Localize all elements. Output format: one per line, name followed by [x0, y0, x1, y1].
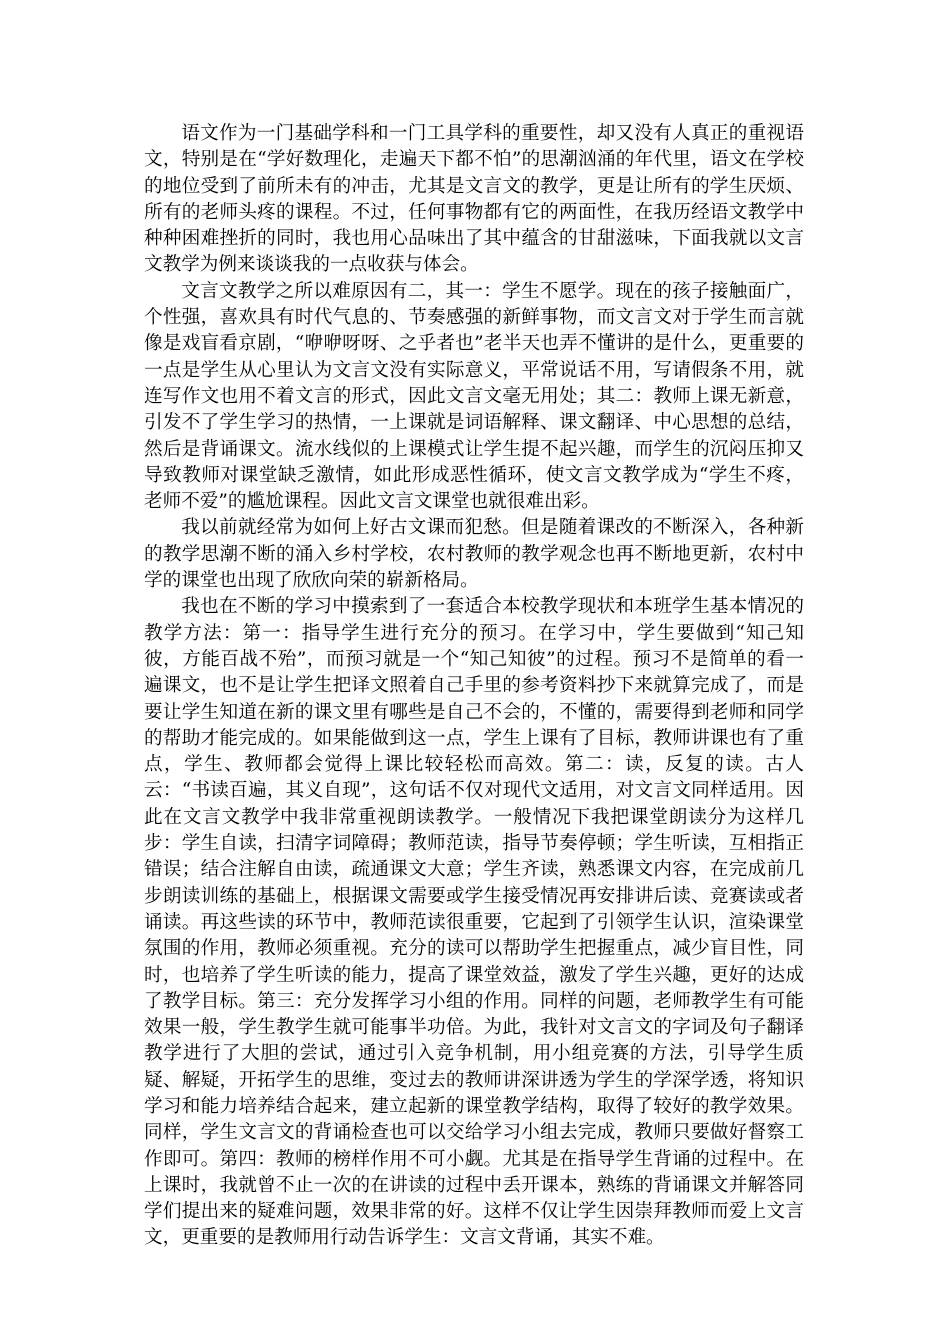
paragraph-1: 语文作为一门基础学科和一门工具学科的重要性，却又没有人真正的重视语文，特别是在“学好数理化，走遍天下都不怕”的思潮汹涌的年代里，语文在学校的地位受到了前所未有的冲击，尤其是文言文的教学，更是让所有的学生厌烦、所有的老师头疼的课程。不过，任何事物都有它的两面性，在我历经语文教学中种种困难挫折的同时，我也用心品味出了其中蕴含的甘甜滋味，下面我就以文言文教学为例来谈谈我的一点收获与体会。 — [144, 123, 804, 276]
document-body — [144, 121, 804, 1252]
paragraph-3: 我以前就经常为如何上好古文课而犯愁。但是随着课改的不断深入，各种新的教学思潮不断的涌入乡村学校，农村教师的教学观念也再不断地更新，农村中学的课堂也出现了欣欣向荣的崭新格局。 — [144, 517, 804, 592]
paragraph-4: 我也在不断的学习中摸索到了一套适合本校教学现状和本班学生基本情况的教学方法：第一：指导学生进行充分的预习。在学习中，学生要做到“知己知彼，方能百战不殆”，而预习就是一个“知己知彼”的过程。预习不是简单的看一遍课文，也不是让学生把译文照着自己手里的参考资料抄下来就算完成了，而是要让学生知道在新的课文里有哪些是自己不会的，不懂的，需要得到老师和同学的帮助才能完成的。如果能做到这一点，学生上课有了目标，教师讲课也有了重点，学生、教师都会觉得上课比较轻松而高效。第二：读，反复的读。古人云：“书读百遍，其义自现”，这句话不仅对现代文适用，对文言文同样适用。因此在文言文教学中我非常重视朗读教学。一般情况下我把课堂朗读分为这样几步：学生自读，扫清字词障碍；教师范读，指导节奏停顿；学生听读，互相指正错误；结合注解自由读，疏通课文大意；学生齐读，熟悉课文内容，在完成前几步朗读训练的基础上，根据课文需要或学生接受情况再安排讲后读、竞赛读或者诵读。再这些读的环节中，教师范读很重要，它起到了引领学生认识，渲染课堂氛围的作用，教师必须重视。充分的读可以帮助学生把握重点，减少盲目性，同时，也培养了学生听读的能力，提高了课堂效益，激发了学生兴趣，更好的达成了教学目标。第三：充分发挥学习小组的作用。同样的问题，老师教学生有可能效果一般，学生教学生就可能事半功倍。为此，我针对文言文的字词及句子翻译教学进行了大胆的尝试，通过引入竞争机制，用小组竞赛的方法，引导学生质疑、解疑，开拓学生的思维，变过去的教师讲深讲透为学生的学深学透，将知识学习和能力培养结合起来，建立起新的课堂教学结构，取得了较好的教学效果。同样，学生文言文的背诵检查也可以交给学习小组去完成，教师只要做好督察工作即可。第四：教师的榜样作用不可小觑。尤其是在指导学生背诵的过程中。在上课时，我就曾不止一次的在讲读的过程中丢开课本，熟练的背诵课文并解答同学们提出来的疑难问题，效果非常的好。这样不仅让学生因崇拜教师而爱上文言文，更重要的是教师用行动告诉学生：文言文背诵，其实不难。 — [144, 596, 804, 1249]
paragraph-2: 文言文教学之所以难原因有二，其一：学生不愿学。现在的孩子接触面广，个性强，喜欢具有时代气息的、节奏感强的新鲜事物，而文言文对于学生而言就像是戏盲看京剧，“咿咿呀呀、之乎者也”老半天也弄不懂讲的是什么，更重要的一点是学生从心里认为文言文没有实际意义，平常说话不用，写请假条不用，就连写作文也用不着文言的形式，因此文言文毫无用处；其二：教师上课无新意，引发不了学生学习的热情，一上课就是词语解释、课文翻译、中心思想的总结，然后是背诵课文。流水线似的上课模式让学生提不起兴趣，而学生的沉闷压抑又导致教师对课堂缺乏激情，如此形成恶性循环，使文言文教学成为“学生不疼，老师不爱”的尴尬课程。因此文言文课堂也就很难出彩。 — [144, 280, 804, 513]
